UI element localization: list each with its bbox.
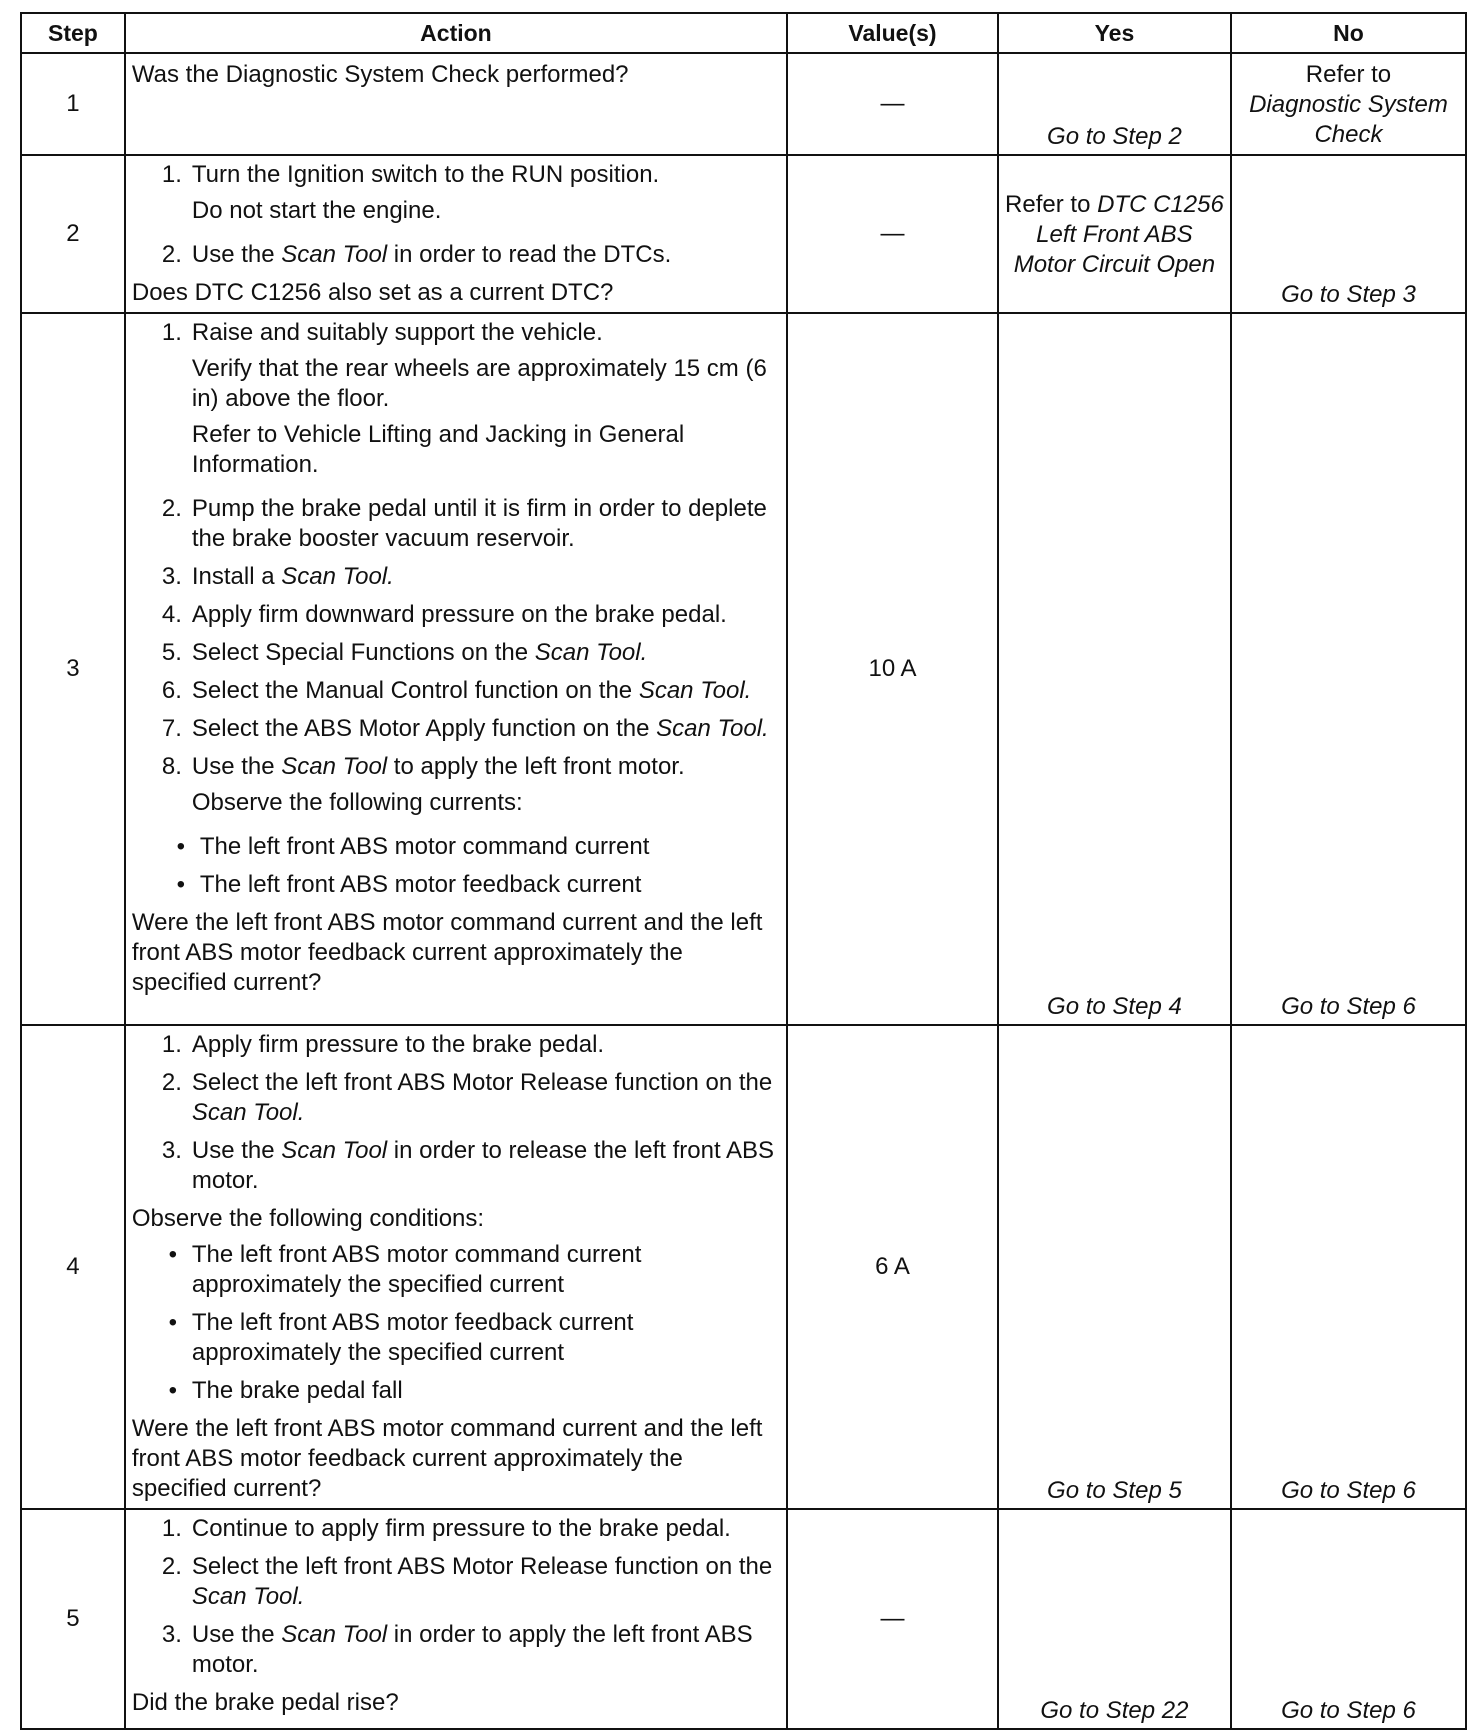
question-text: Does DTC C1256 also set as a current DTC? [131,279,614,306]
header-step: Step [21,13,125,53]
list-item: 3. Use the Scan Tool in order to apply the left front ABS motor. [161,1621,753,1678]
diagnostic-table [20,12,1467,1730]
question-text: Was the Diagnostic System Check performed? [131,61,629,88]
item-text-pre: Select the left front ABS Motor Release function on the [191,1553,773,1580]
list-item: 5. Select Special Functions on the Scan Tool. [161,639,648,666]
item-text-pre: Use the [191,1137,275,1164]
item-text-pre: Select Special Functions on the [191,639,529,666]
table-row-step-4 [21,1025,1466,1509]
value-cell: — [787,1509,998,1729]
yes-cell: Go to Step 2 [998,53,1231,155]
scan-tool-term: Scan Tool [281,753,388,780]
bullet-item [132,1376,780,1406]
no-cell [1231,53,1466,155]
value-cell: 6 A [787,1025,998,1509]
list-item: 2. Select the left front ABS Motor Release function on the Scan Tool. [161,1069,773,1126]
action-cell [125,53,787,155]
scan-tool-term: Scan Tool. [534,639,648,666]
list-item: 7. Select the ABS Motor Apply function on the Scan Tool. [161,715,769,742]
bullet-text: The left front ABS motor command current approximately the specified current [191,1241,642,1298]
header-action: Action [125,13,787,53]
scan-tool-term: Scan Tool [281,1137,388,1164]
observe-text: Observe the following conditions: [131,1205,485,1232]
item-text-post: to apply the left front motor. [393,753,685,780]
question-text: Were the left front ABS motor command current and the left front ABS motor feedback current approximately the specified current? [131,1415,763,1502]
list-item: 4. Apply firm downward pressure on the brake pedal. [132,600,780,630]
table-row-step-1 [21,53,1466,155]
scan-tool-term: Scan Tool. [281,563,394,590]
header-row [21,13,1466,53]
item-note: Verify that the rear wheels are approximately 15 cm (6 in) above the floor. [191,355,767,412]
scan-tool-term: Scan Tool. [656,715,769,742]
item-text-pre: Install a [191,563,275,590]
item-text-pre: Select the Manual Control function on the [191,677,633,704]
action-cell [125,1025,787,1509]
action-cell [125,313,787,1025]
question-text: Were the left front ABS motor command current and the left front ABS motor feedback current approximately the specified current? [131,909,763,996]
list-item: 8. Use the Scan Tool to apply the left front motor. Observe the following currents: [132,752,780,824]
item-text: Turn the Ignition switch to the RUN position. [191,161,660,188]
item-note: Refer to Vehicle Lifting and Jacking in General Information. [191,421,685,478]
header-values: Value(s) [787,13,998,53]
value-cell: 10 A [787,313,998,1025]
diagnostic-table-sheet [20,12,1467,1726]
scan-tool-term: Scan Tool [281,1621,388,1648]
bullet-item [132,870,780,900]
list-item: 3. Use the Scan Tool in order to release the left front ABS motor. [161,1137,775,1194]
item-text: Raise and suitably support the vehicle. [191,319,603,346]
value-cell: — [787,155,998,313]
step-number: 1 [21,53,125,155]
item-note: Do not start the engine. [191,197,442,224]
step-number: 3 [21,313,125,1025]
step-number: 5 [21,1509,125,1729]
bullet-icon: • [176,833,186,860]
no-cell: Go to Step 6 [1231,1025,1466,1509]
table-row-step-5 [21,1509,1466,1729]
item-text: Continue to apply firm pressure to the brake pedal. [191,1515,731,1542]
item-text: Apply firm downward pressure on the brake pedal. [191,601,727,628]
no-cell: Go to Step 6 [1231,313,1466,1025]
yes-refer-label: Refer to [1005,191,1091,218]
list-item: 1. Raise and suitably support the vehicle. Verify that the rear wheels are approximately 15 cm (6 in) above the floor. Refer to Vehicle Lifting and Jacking in General Information. [132,318,780,486]
item-text: Apply firm pressure to the brake pedal. [191,1031,605,1058]
list-item: 6. Select the Manual Control function on the Scan Tool. [161,677,752,704]
table-row-step-2 [21,155,1466,313]
no-cell: Go to Step 3 [1231,155,1466,313]
list-item: 2. Use the Scan Tool in order to read the DTCs. [161,241,672,268]
header-no: No [1231,13,1466,53]
bullet-icon: • [168,1309,178,1336]
no-refer-label: Refer to [1305,61,1392,88]
bullet-text: The brake pedal fall [191,1377,403,1404]
bullet-text: The left front ABS motor command current [199,833,650,860]
bullet-item [132,832,780,862]
item-text-pre: Use the [191,1621,275,1648]
item-text-pre: Select the ABS Motor Apply function on the [191,715,650,742]
list-item: 3. Install a Scan Tool. [161,563,394,590]
yes-refer-target: DTC C1256 Left Front ABS Motor Circuit Open [1013,191,1224,278]
action-cell [125,1509,787,1729]
item-note: Observe the following currents: [191,789,523,816]
scan-tool-term: Scan Tool [281,241,388,268]
list-item: 1. Continue to apply firm pressure to the brake pedal. [132,1514,780,1544]
yes-cell: Go to Step 22 [998,1509,1231,1729]
action-cell [125,155,787,313]
list-item: 2. Pump the brake pedal until it is firm in order to deplete the brake booster vacuum reservoir. [132,494,780,554]
step-number: 2 [21,155,125,313]
bullet-text: The left front ABS motor feedback current [199,871,642,898]
item-text-post: in order to read the DTCs. [393,241,672,268]
yes-cell [998,155,1231,313]
item-text-pre: Use the [191,241,275,268]
list-item: 2. Select the left front ABS Motor Release function on the Scan Tool. [161,1553,773,1610]
no-cell: Go to Step 6 [1231,1509,1466,1729]
list-item: 1. Turn the Ignition switch to the RUN position. Do not start the engine. [132,160,780,232]
scan-tool-term: Scan Tool. [191,1099,305,1126]
item-text-post: in order to apply the left front ABS motor. [191,1621,753,1678]
bullet-icon: • [176,871,186,898]
item-text: Pump the brake pedal until it is firm in order to deplete the brake booster vacuum reservoir. [191,495,767,552]
question-text: Did the brake pedal rise? [131,1689,399,1716]
item-text-post: in order to release the left front ABS motor. [191,1137,775,1194]
yes-cell: Go to Step 5 [998,1025,1231,1509]
yes-cell: Go to Step 4 [998,313,1231,1025]
bullet-icon: • [168,1377,178,1404]
item-text-pre: Select the left front ABS Motor Release function on the [191,1069,773,1096]
scan-tool-term: Scan Tool. [638,677,752,704]
list-item: 1. Apply firm pressure to the brake pedal. [132,1030,780,1060]
no-refer-target: Diagnostic System Check [1249,91,1448,148]
step-number: 4 [21,1025,125,1509]
bullet-icon: • [168,1241,178,1268]
bullet-item [132,1240,780,1300]
value-cell: — [787,53,998,155]
bullet-item [132,1308,780,1368]
header-yes: Yes [998,13,1231,53]
bullet-text: The left front ABS motor feedback current approximately the specified current [191,1309,634,1366]
scan-tool-term: Scan Tool. [191,1583,305,1610]
item-text-pre: Use the [191,753,275,780]
table-row-step-3 [21,313,1466,1025]
